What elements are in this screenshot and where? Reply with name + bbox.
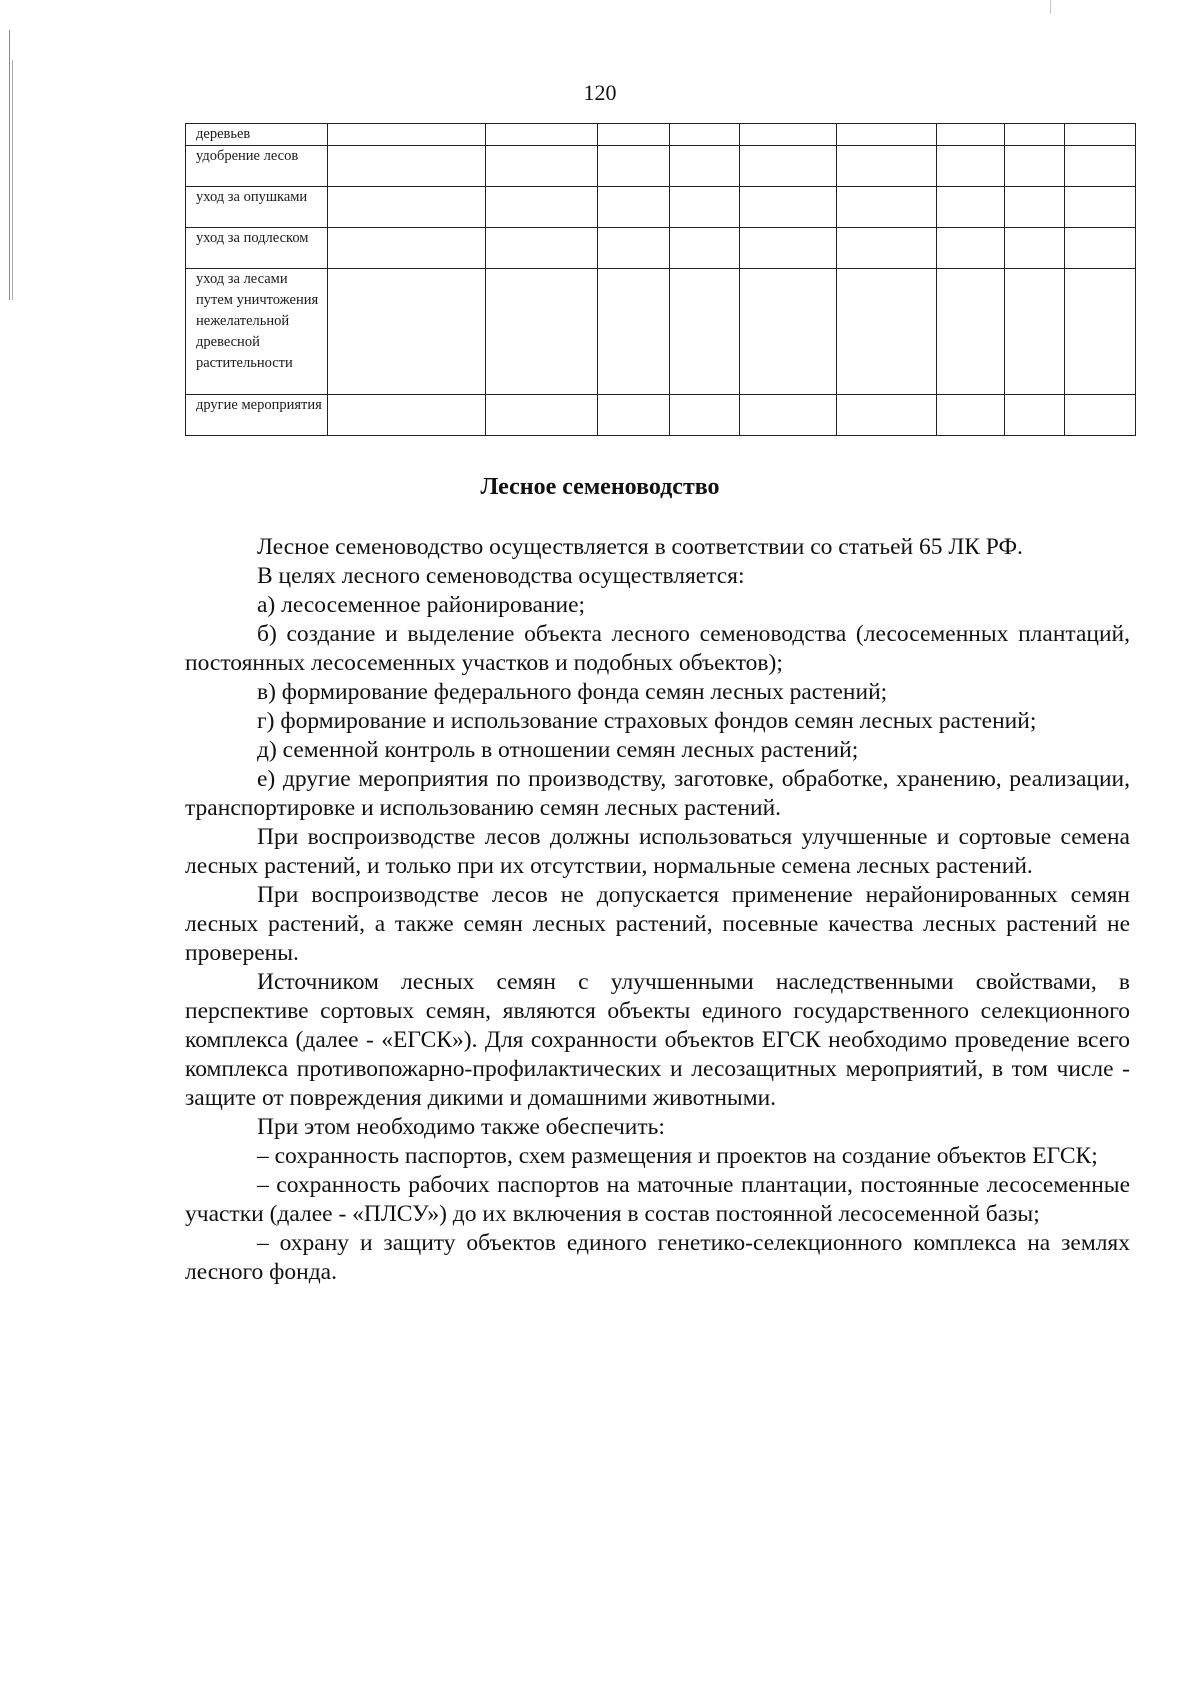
paragraph: б) создание и выделение объекта лесного семеноводства (лесосеменных плантаций, постоянных лесосеменных участков и подобных объектов); (185, 621, 1130, 676)
table-cell-empty (837, 187, 937, 228)
table-cell-empty (1065, 187, 1136, 228)
paragraph: – охрану и защиту объектов единого генетико-селекционного комплекса на землях лесного фонда. (185, 1230, 1130, 1285)
table-cell-empty (328, 395, 486, 436)
table-cell-empty (598, 124, 670, 146)
table-row-label: уход за опушками (186, 187, 328, 228)
table-cell-empty (740, 228, 837, 269)
paragraph: При этом необходимо также обеспечить: (257, 1114, 665, 1140)
paragraph: е) другие мероприятия по производству, заготовке, обработке, хранению, реализации, транспортировке и использованию семян лесных растений. (185, 766, 1130, 821)
table-cell-empty (328, 228, 486, 269)
table-row (186, 187, 1136, 228)
paragraph: При воспроизводстве лесов не допускается применение нерайонированных семян лесных растений, а также семян лесных растений, посевные качества лесных растений не проверены. (185, 882, 1130, 966)
table-cell-empty (670, 187, 740, 228)
table-cell-empty (486, 228, 598, 269)
scan-edge-line (9, 30, 10, 300)
table-cell-empty (837, 124, 937, 146)
table-cell-empty (837, 228, 937, 269)
paragraph: Источником лесных семян с улучшенными наследственными свойствами, в перспективе сортовых семян, являются объекты единого государственного селекционного комплекса (далее - «ЕГСК»). Для сохранности объектов ЕГСК необходимо проведение всего комплекса противопожарно-профилактических и лесозащитных мероприятий, в том числе - защите от повреждения дикими и домашними животными. (185, 969, 1130, 1111)
table-cell-empty (837, 269, 937, 395)
table-cell-empty (1005, 124, 1065, 146)
table-row (186, 269, 1136, 395)
table-cell-empty (740, 269, 837, 395)
table-cell-empty (740, 146, 837, 187)
activities-table (185, 123, 1136, 436)
paragraph: д) семенной контроль в отношении семян лесных растений; (257, 737, 859, 763)
table-cell-empty (1065, 395, 1136, 436)
table-cell-empty (837, 146, 937, 187)
table-cell-empty (1005, 269, 1065, 395)
table-cell-empty (1005, 146, 1065, 187)
paragraph: в) формирование федерального фонда семян лесных растений; (257, 679, 888, 705)
paragraph: г) формирование и использование страховых фондов семян лесных растений; (257, 708, 1037, 734)
table-cell-empty (670, 124, 740, 146)
table-cell-empty (486, 395, 598, 436)
table-row-label: уход за подлеском (186, 228, 328, 269)
table-cell-empty (937, 228, 1005, 269)
body-text (185, 533, 1130, 1287)
table-cell-empty (1065, 146, 1136, 187)
table-cell-empty (486, 124, 598, 146)
table-cell-empty (486, 269, 598, 395)
table-cell-empty (1005, 395, 1065, 436)
table-row-label: другие мероприятия (186, 395, 328, 436)
table-cell-empty (937, 269, 1005, 395)
table-cell-empty (670, 269, 740, 395)
table-cell-empty (740, 124, 837, 146)
table-cell-empty (486, 146, 598, 187)
paragraph: – сохранность паспортов, схем размещения и проектов на создание объектов ЕГСК; (257, 1143, 1098, 1169)
table-cell-empty (1065, 269, 1136, 395)
table-cell-empty (1005, 187, 1065, 228)
table-cell-empty (598, 395, 670, 436)
table-cell-empty (837, 395, 937, 436)
table-cell-empty (1065, 228, 1136, 269)
table-cell-empty (486, 187, 598, 228)
table-cell-empty (740, 187, 837, 228)
table-cell-empty (328, 124, 486, 146)
table-cell-empty (937, 187, 1005, 228)
table-cell-empty (598, 146, 670, 187)
table-cell-empty (937, 124, 1005, 146)
paragraph: При воспроизводстве лесов должны использоваться улучшенные и сортовые семена лесных растений, и только при их отсутствии, нормальные семена лесных растений. (185, 824, 1130, 879)
table-row-label: удобрение лесов (186, 146, 328, 187)
table-cell-empty (1065, 124, 1136, 146)
table-cell-empty (328, 187, 486, 228)
scan-edge-line (1050, 0, 1051, 14)
paragraph: – сохранность рабочих паспортов на маточные плантации, постоянные лесосеменные участки (далее - «ПЛСУ») до их включения в состав постоянной лесосеменной базы; (185, 1172, 1130, 1227)
page-number: 120 (583, 80, 617, 105)
table-cell-empty (598, 187, 670, 228)
table-cell-empty (740, 395, 837, 436)
table-cell-empty (670, 228, 740, 269)
table-row-label: уход за лесами путем уничтожения нежелательной древесной растительности (186, 269, 328, 395)
paragraph: Лесное семеноводство осуществляется в соответствии со статьей 65 ЛК РФ. (257, 534, 1023, 560)
table-cell-empty (328, 146, 486, 187)
table-row-label: деревьев (186, 124, 328, 146)
table-row (186, 395, 1136, 436)
paragraph: а) лесосеменное районирование; (257, 592, 586, 618)
table-row (186, 228, 1136, 269)
section-title: Лесное семеноводство (480, 474, 720, 500)
table-cell-empty (598, 228, 670, 269)
table-cell-empty (598, 269, 670, 395)
table-row (186, 124, 1136, 146)
table-cell-empty (937, 146, 1005, 187)
table-cell-empty (670, 146, 740, 187)
table-cell-empty (937, 395, 1005, 436)
table-cell-empty (1005, 228, 1065, 269)
table-cell-empty (328, 269, 486, 395)
activities-table-body (186, 124, 1136, 436)
table-cell-empty (670, 395, 740, 436)
table-row (186, 146, 1136, 187)
paragraph: В целях лесного семеноводства осуществляется: (257, 563, 745, 589)
